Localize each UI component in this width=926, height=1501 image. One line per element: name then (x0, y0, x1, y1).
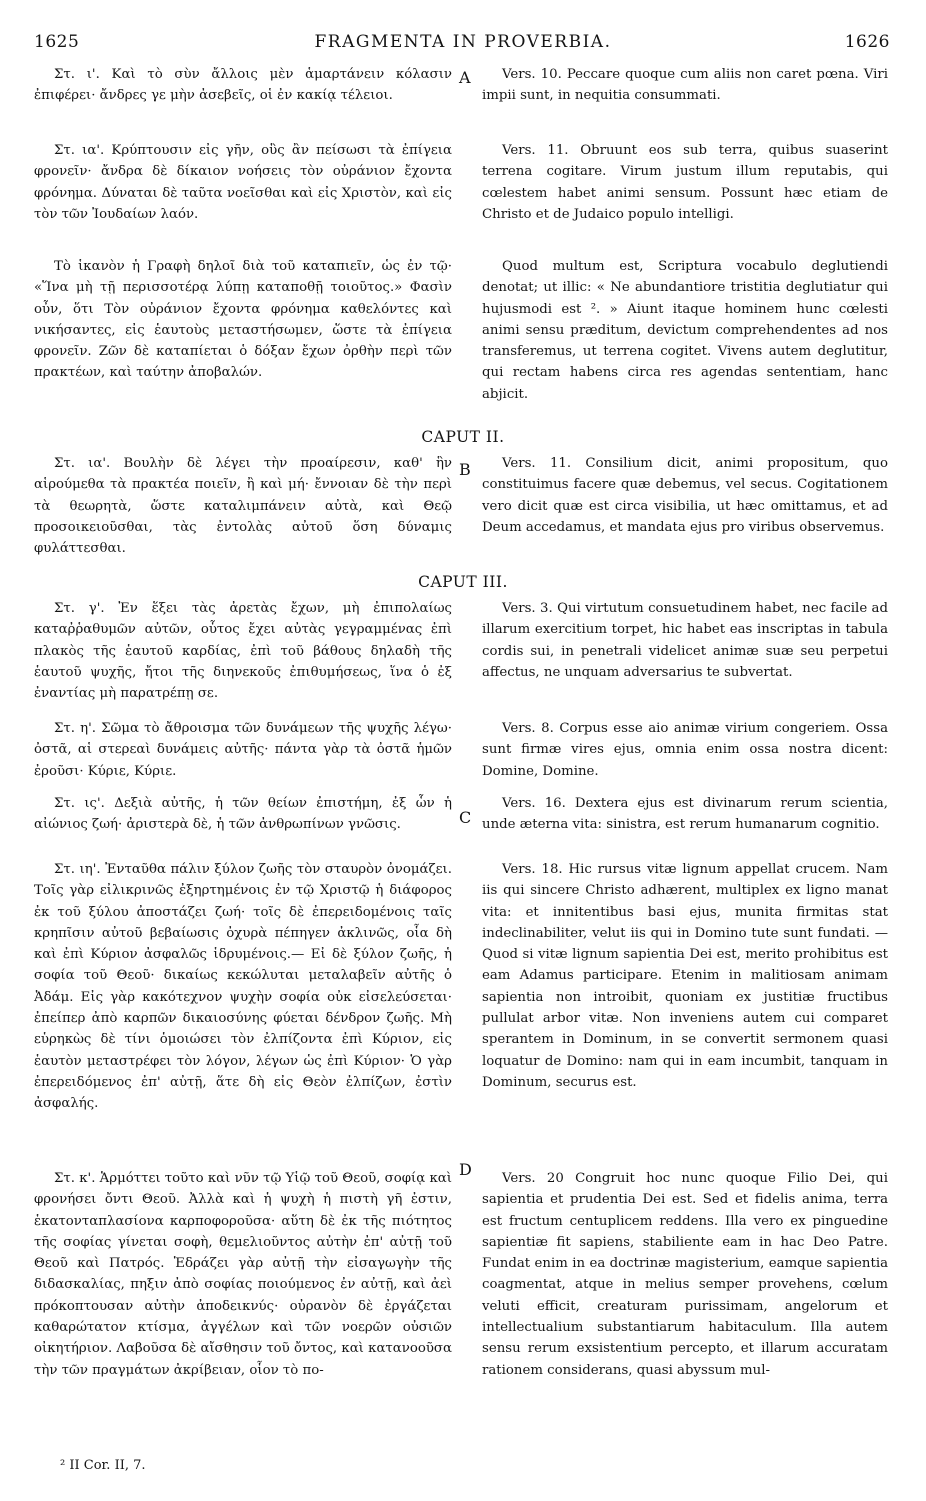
latin-paragraph: Vers. 3. Qui virtutum consuetudinem habet, nec facile ad illarum exercitium torpet, hic habet eas inscriptas in tabula cordis sui, in penetrali videlicet animæ suæ seu perpetui affectus, ne unquam adversarius te subvertat. (482, 601, 888, 680)
latin-paragraph: Vers. 16. Dextera ejus est divinarum rerum scientia, unde æterna vita: sinistra, est rerum humanarum cognitio. (482, 796, 888, 833)
page-title: FRAGMENTA IN PROVERBIA. (314, 32, 612, 52)
greek-paragraph: Στ. η'. Σῶμα τὸ ἄθροισμα τῶν δυνάμεων τῆς ψυχῆς λέγω· ὀστᾶ, αἱ στερεαὶ δυνάμεις αὐτῆς· πάντα γὰρ τὰ ὀστᾶ ἡμῶν ἐροῦσι· Κύριε, Κύριε. (34, 721, 452, 779)
greek-paragraph: Τὸ ἱκανὸν ἡ Γραφὴ δηλοῖ διὰ τοῦ καταπιεῖν, ὡς ἐν τῷ· «Ἵνα μὴ τῇ περισσοτέρᾳ λύπῃ καταποθῇ τοιοῦτος.» Φασὶν οὖν, ὅτι Τὸν οὐράνιον ἔχοντα φρόνημα καθελόντες καὶ νικήσαντες, εἰς ἑαυτοὺς μεταστήσωμεν, ὥστε τὰ ἐπίγεια φρονεῖν. Ζῶν δὲ καταπίεται ὁ δόξαν ἔχων ὀρθὴν περὶ τῶν πρακτέων, καὶ ταύτην ἀποβαλών. (34, 259, 452, 381)
greek-paragraph: Στ. κ'. Ἁρμόττει τοῦτο καὶ νῦν τῷ Υἱῷ τοῦ Θεοῦ, σοφίᾳ καὶ φρονήσει ὄντι Θεοῦ. Ἀλλὰ καὶ ἡ ψυχὴ ἡ πιστὴ γῆ ἐστιν, ἑκατονταπλασίονα καρποφοροῦσα· αὕτη δὲ ἐκ τῆς πιότητος τῆς σοφίας γίνεται σοφὴ, θεμελιοῦντος αὐτὴν ἐπ' αὐτῇ τοῦ Θεοῦ καὶ Πατρός. Ἑδράζει γὰρ αὐτῇ τὴν εἰσαγωγὴν τῆς διδασκαλίας, πηξιν ἀπὸ σοφίας ποιούμενος ἐν αὐτῇ, καὶ ἀεὶ πρόκοπτουσαν αὐτὴν ἀποδεικνύς· οὐρανὸν δὲ ἐργάζεται καθαρώτατον κτίσμα, ἀγγέλων καὶ τῶν νοερῶν οὐσιῶν οἰκητήριον. Λαβοῦσα δὲ αἴσθησιν τοῦ ὄντος, καὶ κατανοοῦσα τὴν τῶν πραγμάτων ἀκρίβειαν, οἷον τὸ πο- (34, 1171, 452, 1378)
greek-paragraph: Στ. ια'. Κρύπτουσιν εἰς γῆν, οὓς ἂν πείσωσι τὰ ἐπίγεια φρονεῖν· ἄνδρα δὲ δίκαιον νοήσεις τὸν οὐράνιον ἔχοντα φρόνημα. Δύναται δὲ ταῦτα νοεῖσθαι καὶ εἰς Χριστὸν, καὶ εἰς τὸν τῶν Ἰουδαίων λαόν. (34, 143, 452, 222)
greek-paragraph: Στ. γ'. Ἐν ἕξει τὰς ἀρετὰς ἔχων, μὴ ἐπιπολαίως καταῤῥαθυμῶν αὐτῶν, οὗτος ἔχει αὐτὰς γεγραμμένας ἐπὶ πλακὸς τῆς ἑαυτοῦ καρδίας, ἐπὶ τοῦ βάθους δηλαδὴ τῆς ἑαυτοῦ ψυχῆς, ἤτοι τῆς διηνεκοῦς ἐπιθυμήσεως, ἵνα ὁ ἐξ ἐναντίας μὴ παρατρέπῃ σε. (34, 601, 452, 702)
latin-paragraph: Vers. 20 Congruit hoc nunc quoque Filio Dei, qui sapientia et prudentia Dei est. Sed et fidelis anima, terra est fructum centuplicem reddens. Illa vero ex pinguedine sapientiæ fit sapiens, stabiliente eam in hac Deo Patre. Fundat enim in ea doctrinæ magisterium, eamque sapientia coagmentat, atque in melius semper provehens, cœlum veluti efficit, creaturam purissimam, angelorum et intellectualium substantiarum habitaculum. Illa autem sensu rerum exsistentium percepto, et illarum accuratam rationem considerans, quasi abyssum mul- (482, 1171, 888, 1378)
greek-paragraph: Στ. ις'. Δεξιὰ αὐτῆς, ἡ τῶν θείων ἐπιστήμη, ἐξ ὧν ἡ αἰώνιος ζωή· ἀριστερὰ δὲ, ἡ τῶν ἀνθρωπίνων γνῶσις. (34, 796, 452, 833)
latin-paragraph: Vers. 11. Obruunt eos sub terra, quibus suaserint terrena cogitare. Virum justum illum reputabis, qui cœlestem habet animi sensum. Possunt hæc etiam de Christo et de Judaico populo intelligi. (482, 143, 888, 222)
greek-paragraph: Στ. ια'. Βουλὴν δὲ λέγει τὴν προαίρεσιν, καθ' ἣν αἱρούμεθα τὰ πρακτέα ποιεῖν, ἢ καὶ μή· ἔννοιαν δὲ τὴν περὶ τὰ θεωρητὰ, ὥστε καταλιμπάνειν αὐτὰ, καὶ Θεῷ προσοικειοῦσθαι, τὰς ἐντολὰς αὐτοῦ ὅση δύναμις φυλάττεσθαι. (34, 456, 452, 557)
latin-paragraph: Vers. 18. Hic rursus vitæ lignum appellat crucem. Nam iis qui sincere Christo adhærent, multiplex ex ligno manat vita: et innitentibus basi ejus, munita firmitas stat indeclinabiliter, velut iis qui in Domino tute sunt fundati. — Quod si vitæ lignum sapientia Dei est, merito prohibitus est eam Adamus participare. Etenim in malitiosam animam sapientia non introibit, quoniam ex justitiæ fructibus pullulat arbor vitæ. Non inveniens autem cui comparet sperantem in Dominum, in se convertit sermonem quasi loquatur de Domino: nam qui in eam incumbit, tanquam in Dominum, securus est. (482, 862, 888, 1090)
chapter-heading: CAPUT III. (418, 573, 508, 591)
column-number-left: 1625 (34, 32, 80, 52)
latin-paragraph: Vers. 10. Peccare quoque cum aliis non caret pœna. Viri impii sunt, in nequitia consummati. (482, 67, 888, 104)
margin-letter-d: D (459, 1160, 472, 1179)
margin-letter-c: C (459, 808, 472, 827)
column-number-right: 1626 (844, 32, 890, 52)
greek-paragraph: Στ. ι'. Καὶ τὸ σὺν ἄλλοις μὲν ἁμαρτάνειν κόλασιν ἐπιφέρει· ἄνδρες γε μὴν ἀσεβεῖς, οἱ ἐν κακίᾳ τέλειοι. (34, 67, 452, 104)
margin-letter-b: B (459, 460, 471, 479)
latin-paragraph: Quod multum est, Scriptura vocabulo deglutiendi denotat; ut illic: « Ne abundantiore tristitia deglutiatur qui hujusmodi est ². » Aiunt itaque hominem hunc cœlesti animi sensu præditum, devictum comprehendentes ad nos transferemus, ut terrena cogitet. Vivens autem deglutitur, qui rectam habens circa res agendas sententiam, hanc abjicit. (482, 259, 888, 402)
margin-letter-a: A (459, 68, 471, 87)
greek-paragraph: Στ. ιη'. Ἐνταῦθα πάλιν ξύλον ζωῆς τὸν σταυρὸν ὀνομάζει. Τοῖς γὰρ εἰλικρινῶς ἐξηρτημένοις ἐν τῷ Χριστῷ ἡ διάφορος ἐκ τοῦ ξύλου ἀποστάζει ζωή· τοῖς δὲ ἐπερειδομένοις ταῖς κρηπῖσιν αὐτοῦ βεβαίωσις ὀχυρὰ πέπηγεν ἀκλινῶς, οἷα δὴ καὶ ἐπὶ Κύριον ἀσφαλῶς ἱδρυμένοις.— Εἰ δὲ ξύλον ζωῆς, ἡ σοφία τοῦ Θεοῦ· δικαίως κεκώλυται μεταλαβεῖν αὐτῆς ὁ Ἀδάμ. Εἰς γὰρ κακότεχνον ψυχὴν σοφία οὐκ εἰσελεύσεται· ἐπείπερ ἀπὸ καρπῶν δικαιοσύνης φύεται δένδρον ζωῆς. Μὴ εὑρηκὼς δὲ τίνι ὁμοιώσει τὸν ἐλπίζοντα ἐπὶ Κύριον, εἰς ἑαυτὸν μεταστρέφει τὸν λόγον, λέγων ὡς ἐπὶ Κύριον· Ὁ γὰρ ἐπερειδόμενος ἐπ' αὐτῇ, ἅτε δὴ εἰς Θεὸν ἐλπίζων, ἐστὶν ἀσφαλής. (34, 862, 452, 1112)
footnote: ² II Cor. II, 7. (60, 1458, 146, 1473)
latin-paragraph: Vers. 11. Consilium dicit, animi propositum, quo constituimus facere quæ debemus, vel secus. Cogitationem vero dicit quæ est circa visibilia, ut hæc omittamus, et ad Deum accedamus, et mandata ejus pro viribus observemus. (482, 456, 888, 535)
chapter-heading: CAPUT II. (421, 428, 505, 446)
latin-paragraph: Vers. 8. Corpus esse aio animæ virium congeriem. Ossa sunt firmæ vires ejus, omnia enim ossa nostra dicent: Domine, Domine. (482, 721, 888, 779)
